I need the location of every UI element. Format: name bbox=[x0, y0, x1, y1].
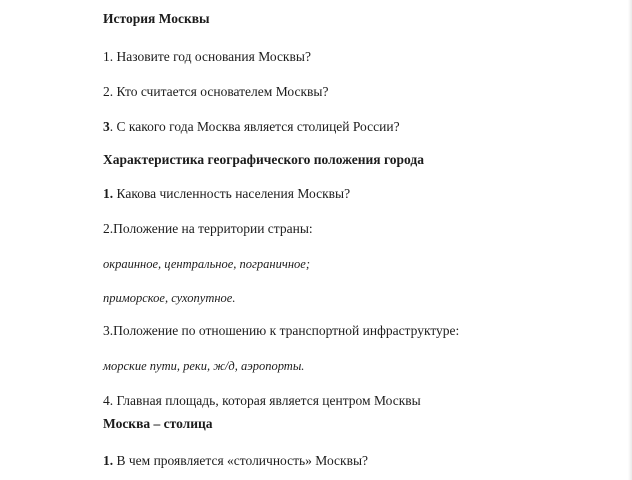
section-heading-history: История Москвы bbox=[103, 11, 210, 26]
question-number: 3 bbox=[103, 119, 110, 134]
question-text: . С какого года Москва является столицей России? bbox=[109, 119, 400, 134]
question-transport: 3.Положение по отношению к транспортной инфраструктуре: bbox=[103, 323, 460, 338]
question-founder: 2. Кто считается основателем Москвы? bbox=[103, 84, 329, 99]
page-edge-shadow bbox=[628, 0, 632, 480]
question-number: 1. bbox=[103, 186, 114, 201]
question-main-square: 4. Главная площадь, которая является центром Москвы bbox=[103, 393, 421, 408]
question-capital-since bbox=[103, 119, 400, 135]
question-number: 1. bbox=[103, 453, 114, 468]
question-founding-year: 1. Назовите год основания Москвы? bbox=[103, 49, 311, 64]
question-capital-status bbox=[103, 453, 368, 469]
question-text: Какова численность населения Москвы? bbox=[113, 186, 351, 201]
section-heading-capital: Москва – столица bbox=[103, 416, 213, 431]
question-position-country: 2.Положение на территории страны: bbox=[103, 221, 313, 236]
options-position-a: окраинное, центральное, пограничное; bbox=[103, 257, 310, 271]
options-position-b: приморское, сухопутное. bbox=[103, 291, 236, 305]
question-text: В чем проявляется «столичность» Москвы? bbox=[113, 453, 369, 468]
section-heading-geography: Характеристика географического положения города bbox=[103, 152, 424, 167]
question-population bbox=[103, 186, 350, 202]
options-transport: морские пути, реки, ж/д, аэропорты. bbox=[103, 359, 305, 373]
